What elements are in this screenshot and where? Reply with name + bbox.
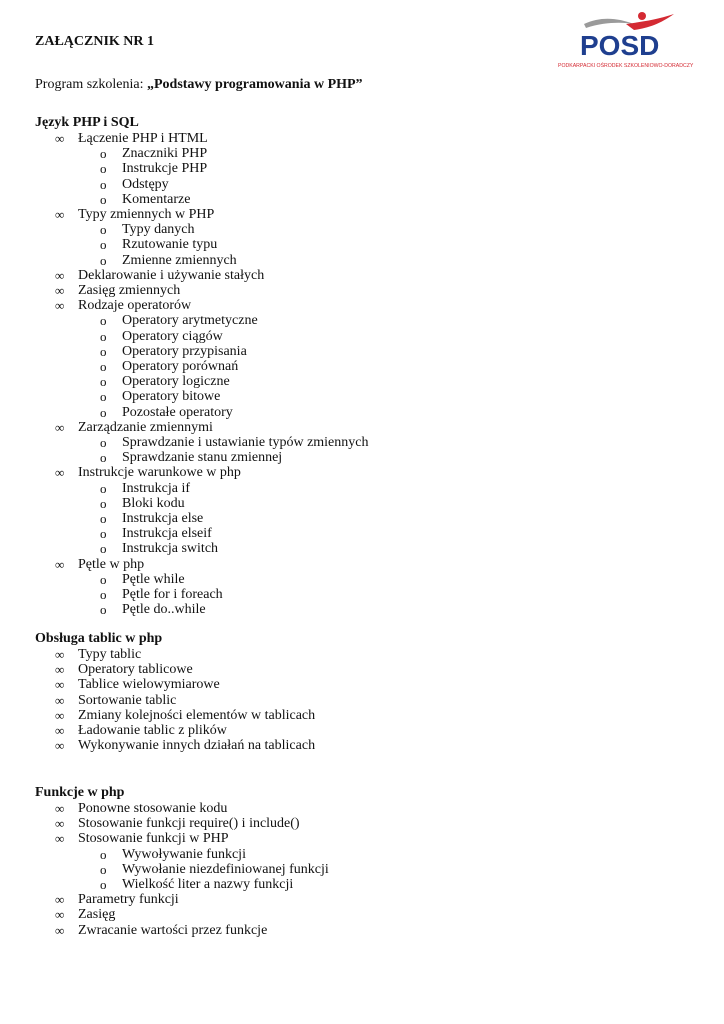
subtopic-item (78, 496, 635, 511)
topic-list (35, 801, 635, 938)
topic-label: Ładowanie tablic z plików (78, 723, 227, 739)
bullet-infinity: ∞ (55, 723, 65, 739)
subtopic-label: Zmienne zmiennych (122, 252, 237, 268)
bullet-infinity: ∞ (55, 298, 65, 314)
subtopic-label: Instrukcja elseif (122, 526, 212, 542)
section-title: Funkcje w php (35, 785, 125, 800)
subtopic-label: Rzutowanie typu (122, 237, 218, 253)
subtopic-item (78, 405, 635, 420)
topic-label: Zasięg (78, 907, 116, 923)
subtopic-label: Sprawdzanie stanu zmiennej (122, 450, 283, 466)
bullet-circle: o (100, 313, 107, 329)
topic-item (35, 923, 635, 938)
subtopic-label: Instrukcje PHP (122, 161, 208, 177)
subtopic-item (78, 511, 635, 526)
bullet-infinity: ∞ (55, 707, 65, 723)
subtopic-label: Operatory bitowe (122, 389, 221, 405)
bullet-circle: o (100, 587, 107, 603)
subtopic-label: Komentarze (122, 191, 191, 207)
topic-label: Instrukcje warunkowe w php (78, 465, 241, 481)
bullet-circle: o (100, 191, 107, 207)
subtopic-item (78, 877, 635, 892)
subtopic-list (78, 222, 635, 268)
bullet-infinity: ∞ (55, 662, 65, 678)
subtopic-label: Operatory arytmetyczne (122, 313, 258, 329)
subtopic-label: Bloki kodu (122, 495, 185, 511)
subtopic-item (78, 146, 635, 161)
topic-item (35, 677, 635, 692)
bullet-infinity: ∞ (55, 465, 65, 481)
topic-item (35, 268, 635, 283)
topic-item (35, 131, 635, 207)
subtopic-item (78, 541, 635, 556)
subtopic-list (78, 313, 635, 419)
program-name: „Podstawy programowania w PHP” (146, 77, 363, 92)
logo-figure-head (638, 12, 646, 20)
topic-label: Wykonywanie innych działań na tablicach (78, 738, 316, 754)
bullet-infinity: ∞ (55, 831, 65, 847)
section-functions (35, 785, 635, 938)
subtopic-label: Pętle do..while (122, 602, 206, 618)
subtopic-label: Instrukcja else (122, 511, 204, 527)
subtopic-list (78, 572, 635, 618)
bullet-infinity: ∞ (55, 267, 65, 283)
subtopic-label: Wywołanie niezdefiniowanej funkcji (122, 861, 329, 877)
bullet-infinity: ∞ (55, 738, 65, 754)
logo-wordmark: POSD (580, 30, 660, 61)
bullet-circle: o (100, 374, 107, 390)
bullet-circle: o (100, 237, 107, 253)
bullet-infinity: ∞ (55, 647, 65, 662)
subtopic-list (78, 435, 635, 465)
topic-label: Deklarowanie i używanie stałych (78, 267, 265, 283)
subtopic-label: Wielkość liter a nazwy funkcji (122, 877, 294, 893)
subtopic-label: Odstępy (122, 176, 169, 192)
subtopic-label: Instrukcja switch (122, 541, 219, 557)
topic-label: Pętle w php (78, 556, 145, 572)
topic-label: Ponowne stosowanie kodu (78, 801, 228, 816)
topic-label: Zasięg zmiennych (78, 283, 181, 299)
topic-label: Stosowanie funkcji w PHP (78, 831, 229, 847)
subtopic-list (78, 481, 635, 557)
subtopic-label: Pętle for i foreach (122, 587, 223, 603)
topic-item (35, 738, 635, 753)
subtopic-list (78, 847, 635, 893)
topic-label: Sortowanie tablic (78, 692, 177, 708)
topic-item (35, 557, 635, 618)
subtopic-label: Typy danych (122, 222, 195, 238)
topic-item (35, 207, 635, 268)
subtopic-item (78, 389, 635, 404)
bullet-circle: o (100, 176, 107, 192)
subtopic-item (78, 847, 635, 862)
subtopic-label: Znaczniki PHP (122, 146, 208, 162)
subtopic-item (78, 526, 635, 541)
bullet-circle: o (100, 146, 107, 162)
subtopic-item (78, 253, 635, 268)
subtopic-item (78, 587, 635, 602)
section-arrays (35, 631, 635, 753)
bullet-circle: o (100, 541, 107, 557)
subtopic-label: Pętle while (122, 571, 185, 587)
bullet-infinity: ∞ (55, 907, 65, 923)
topic-item (35, 831, 635, 892)
subtopic-label: Operatory ciągów (122, 328, 223, 344)
subtopic-item (78, 435, 635, 450)
subtopic-label: Sprawdzanie i ustawianie typów zmiennych (122, 435, 369, 451)
topic-item (35, 907, 635, 922)
subtopic-label: Wywoływanie funkcji (122, 846, 246, 862)
topic-label: Łączenie PHP i HTML (78, 131, 208, 146)
bullet-infinity: ∞ (55, 801, 65, 816)
program-prefix: Program szkolenia: (35, 77, 147, 92)
bullet-circle: o (100, 571, 107, 587)
subtopic-label: Instrukcja if (122, 480, 191, 496)
subtopic-label: Operatory porównań (122, 359, 239, 375)
bullet-circle: o (100, 161, 107, 177)
logo-swoosh-red (626, 14, 674, 30)
bullet-infinity: ∞ (55, 677, 65, 693)
topic-label: Zwracanie wartości przez funkcje (78, 922, 268, 938)
topic-item (35, 723, 635, 738)
bullet-infinity: ∞ (55, 131, 65, 146)
bullet-circle: o (100, 435, 107, 451)
topic-label: Parametry funkcji (78, 892, 179, 908)
subtopic-item (78, 313, 635, 328)
subtopic-item (78, 602, 635, 617)
topic-label: Typy zmiennych w PHP (78, 207, 215, 223)
topic-label: Rodzaje operatorów (78, 298, 192, 314)
annex-title: ZAŁĄCZNIK NR 1 (35, 34, 155, 49)
topic-item (35, 298, 635, 420)
bullet-circle: o (100, 359, 107, 375)
logo-swoosh-gray (584, 19, 634, 28)
bullet-circle: o (100, 450, 107, 466)
bullet-circle: o (100, 495, 107, 511)
subtopic-item (78, 237, 635, 252)
subtopic-item (78, 177, 635, 192)
bullet-infinity: ∞ (55, 283, 65, 299)
subtopic-label: Pozostałe operatory (122, 404, 233, 420)
topic-item (35, 283, 635, 298)
subtopic-label: Operatory logiczne (122, 374, 230, 390)
topic-item (35, 892, 635, 907)
subtopic-item (78, 222, 635, 237)
subtopic-item (78, 572, 635, 587)
subtopic-item (78, 329, 635, 344)
bullet-circle: o (100, 404, 107, 420)
topic-label: Zmiany kolejności elementów w tablicach (78, 707, 316, 723)
subtopic-list (78, 146, 635, 207)
topic-label: Typy tablic (78, 647, 142, 662)
bullet-circle: o (100, 877, 107, 893)
topic-label: Stosowanie funkcji require() i include() (78, 816, 300, 832)
bullet-infinity: ∞ (55, 207, 65, 223)
topic-item (35, 662, 635, 677)
topic-label: Tablice wielowymiarowe (78, 677, 220, 693)
subtopic-item (78, 374, 635, 389)
logo-tagline: PODKARPACKI OŚRODEK SZKOLENIOWO-DORADCZY (558, 63, 694, 69)
subtopic-item (78, 481, 635, 496)
bullet-circle: o (100, 389, 107, 405)
subtopic-item (78, 862, 635, 877)
bullet-circle: o (100, 222, 107, 238)
topic-item (35, 816, 635, 831)
bullet-infinity: ∞ (55, 556, 65, 572)
topic-label: Operatory tablicowe (78, 662, 193, 678)
bullet-infinity: ∞ (55, 816, 65, 832)
subtopic-label: Operatory przypisania (122, 343, 247, 359)
program-line (35, 77, 363, 93)
section-title: Język PHP i SQL (35, 115, 139, 130)
bullet-circle: o (100, 343, 107, 359)
section-title: Obsługa tablic w php (35, 631, 163, 646)
topic-item (35, 801, 635, 816)
subtopic-item (78, 161, 635, 176)
bullet-circle: o (100, 602, 107, 618)
subtopic-item (78, 450, 635, 465)
topic-item (35, 465, 635, 556)
section-php-sql (35, 115, 635, 618)
subtopic-item (78, 192, 635, 207)
bullet-infinity: ∞ (55, 419, 65, 435)
subtopic-item (78, 344, 635, 359)
topic-list (35, 647, 635, 753)
bullet-circle: o (100, 328, 107, 344)
bullet-circle: o (100, 526, 107, 542)
bullet-circle: o (100, 861, 107, 877)
topic-item (35, 693, 635, 708)
topic-label: Zarządzanie zmiennymi (78, 419, 213, 435)
bullet-circle: o (100, 252, 107, 268)
bullet-infinity: ∞ (55, 892, 65, 908)
bullet-infinity: ∞ (55, 922, 65, 938)
topic-item (35, 647, 635, 662)
topic-item (35, 420, 635, 466)
bullet-circle: o (100, 480, 107, 496)
bullet-infinity: ∞ (55, 692, 65, 708)
topic-item (35, 708, 635, 723)
bullet-circle: o (100, 511, 107, 527)
subtopic-item (78, 359, 635, 374)
posd-logo (556, 10, 696, 72)
bullet-circle: o (100, 846, 107, 862)
topic-list (35, 131, 635, 618)
